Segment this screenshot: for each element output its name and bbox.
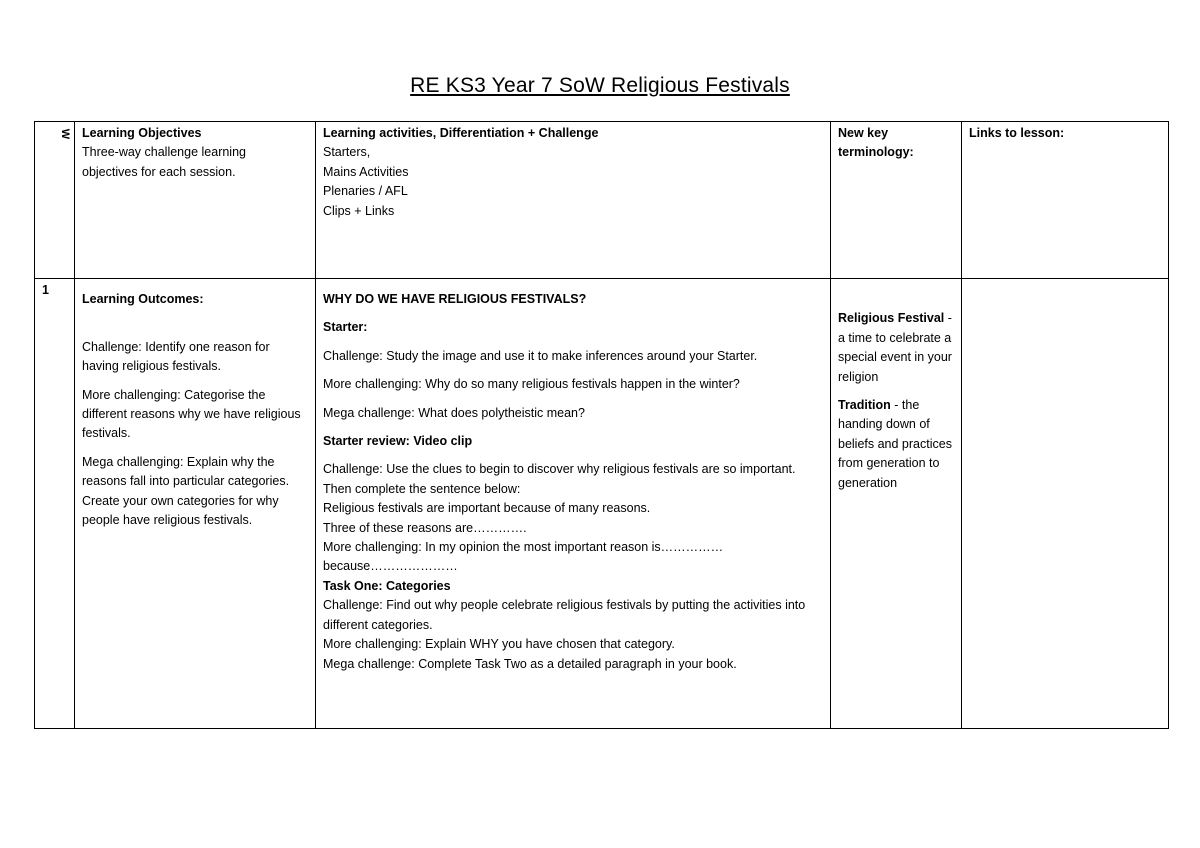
activities-cell bbox=[316, 279, 831, 729]
objectives-heading: Learning Objectives bbox=[82, 126, 202, 140]
outcomes-heading: Learning Outcomes: bbox=[82, 292, 204, 306]
term-definition: - the handing down of beliefs and practices from generation to generation bbox=[838, 398, 952, 490]
task-mega-challenge: Mega challenge: Complete Task Two as a detailed paragraph in your book. bbox=[323, 656, 737, 671]
links-heading: Links to lesson: bbox=[969, 126, 1065, 140]
activities-line: Mains Activities bbox=[323, 164, 409, 179]
activities-header-cell bbox=[316, 122, 831, 279]
term-definition: - a time to celebrate a special event in your religion bbox=[838, 311, 952, 384]
outcome-challenge: Challenge: Identify one reason for having religious festivals. bbox=[82, 339, 270, 374]
review-sentence: Three of these reasons are…………. bbox=[323, 520, 527, 535]
starter-review-heading: Starter review: Video clip bbox=[323, 434, 473, 449]
term-religious-festival bbox=[838, 309, 954, 387]
terminology-header-cell bbox=[831, 122, 962, 279]
review-challenge: Challenge: Use the clues to begin to discover why religious festivals are so important. Then complete the sentence below: bbox=[323, 462, 796, 496]
review-sentence: More challenging: In my opinion the most important reason is…………… because………………… bbox=[323, 540, 724, 574]
task-more-challenging: More challenging: Explain WHY you have chosen that category. bbox=[323, 637, 675, 652]
task-one-heading: Task One: Categories bbox=[323, 578, 451, 593]
links-cell bbox=[962, 279, 1169, 729]
activities-line: Clips + Links bbox=[323, 203, 395, 218]
starter-more-challenging: More challenging: Why do so many religious festivals happen in the winter? bbox=[323, 377, 740, 392]
terminology-heading: New key terminology: bbox=[838, 126, 914, 160]
term-tradition bbox=[838, 396, 954, 493]
week-header-cell bbox=[35, 122, 75, 279]
outcome-more-challenging: More challenging: Categorise the different reasons why we have religious festivals. bbox=[82, 387, 301, 441]
links-header-cell bbox=[962, 122, 1169, 279]
activities-line: Starters, bbox=[323, 145, 371, 160]
task-challenge: Challenge: Find out why people celebrate religious festivals by putting the activities into different categories. bbox=[323, 598, 806, 632]
document-title: RE KS3 Year 7 SoW Religious Festivals bbox=[410, 74, 790, 97]
outcome-create: Create your own categories for why people have religious festivals. bbox=[82, 493, 279, 528]
starter-mega-challenge: Mega challenge: What does polytheistic mean? bbox=[323, 405, 585, 420]
lesson-number-cell bbox=[35, 279, 75, 729]
outcome-mega-challenging: Mega challenging: Explain why the reasons fall into particular categories. bbox=[82, 454, 290, 489]
activities-title: WHY DO WE HAVE RELIGIOUS FESTIVALS? bbox=[323, 292, 587, 306]
lesson-row-1 bbox=[35, 279, 1169, 729]
activities-line: Plenaries / AFL bbox=[323, 184, 408, 199]
objectives-line: objectives for each session. bbox=[82, 164, 236, 179]
week-header-label: W bbox=[59, 128, 72, 140]
objectives-header-cell bbox=[75, 122, 316, 279]
starter-heading: Starter: bbox=[323, 320, 368, 335]
starter-challenge: Challenge: Study the image and use it to make inferences around your Starter. bbox=[323, 348, 758, 363]
outcomes-cell bbox=[75, 279, 316, 729]
term-name: Religious Festival bbox=[838, 311, 945, 326]
objectives-line: Three-way challenge learning bbox=[82, 145, 246, 160]
review-sentence: Religious festivals are important because of many reasons. bbox=[323, 501, 651, 516]
scheme-of-work-table bbox=[34, 121, 1169, 729]
lesson-number: 1 bbox=[42, 283, 49, 297]
activities-heading: Learning activities, Differentiation + Challenge bbox=[323, 126, 599, 140]
term-name: Tradition bbox=[838, 398, 891, 413]
header-row bbox=[35, 122, 1169, 279]
terminology-cell bbox=[831, 279, 962, 729]
